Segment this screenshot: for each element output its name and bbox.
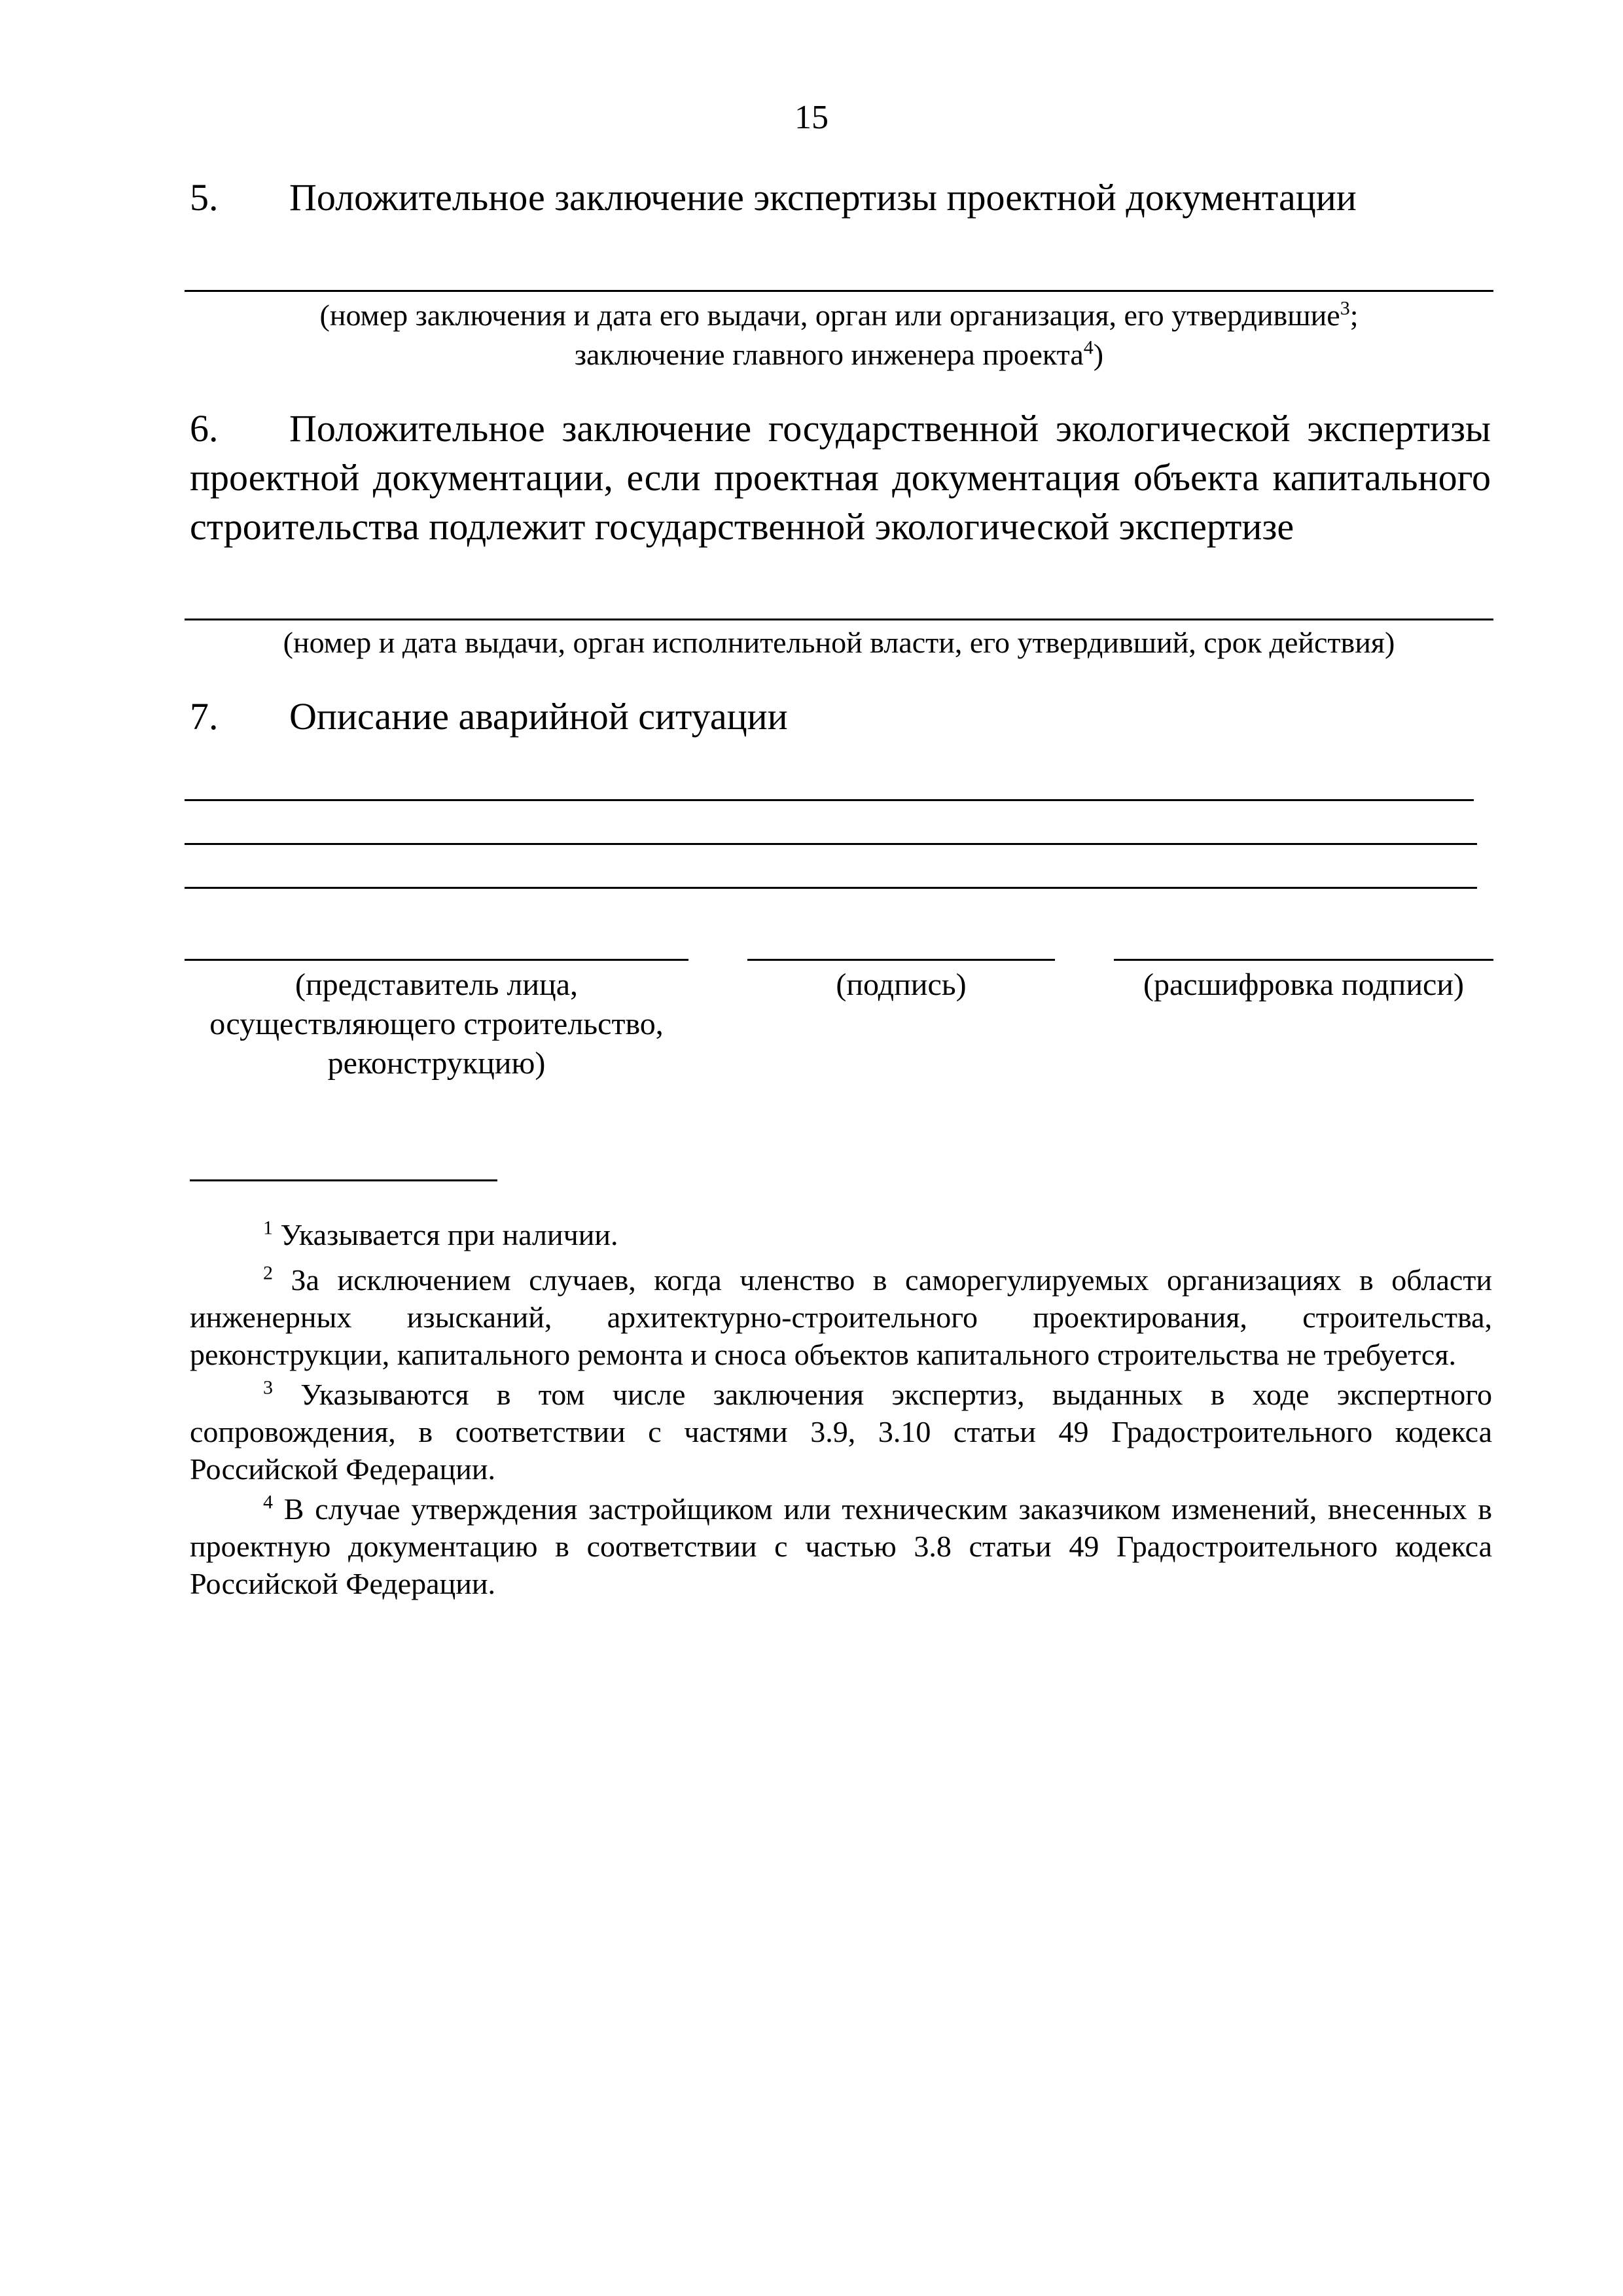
footnote-3-mark: 3: [263, 1376, 273, 1399]
signature-decoding-line: [1114, 959, 1493, 961]
section-6-title-line-1: 6. Положительное заключение государственной экологической экспертизы: [190, 404, 1491, 453]
section-6-title-rest: проектной документации, если проектная документация объекта капитального строительства подлежит государственной экологической экспертизе: [190, 456, 1491, 548]
footnote-ref-4: 4: [1083, 336, 1094, 359]
signature-line: [747, 959, 1055, 961]
footnote-2: $^2$ За исключением случаев, когда членство в саморегулируемых организациях в области инженерных изысканий, архитектурно-строительного проектирования, строительства, реконструкции, капитального ремонта и сноса объектов капитального строительства не требуется.: [190, 1262, 1492, 1371]
footnote-ref-3: 3: [1340, 297, 1350, 319]
footnote-4-mark: 4: [263, 1491, 273, 1513]
section-7-number: 7.: [190, 695, 219, 738]
section-5-caption: [185, 296, 1493, 374]
section-7-fill-line-2: [185, 843, 1477, 845]
section-5-number: 5.: [190, 176, 219, 219]
footnotes: [190, 1216, 1492, 1602]
representative-line: [185, 959, 688, 961]
section-6-caption: (номер и дата выдачи, орган исполнительной власти, его утвердивший, срок действия): [283, 626, 1395, 659]
page-number: 15: [794, 99, 829, 136]
signature-decoding-caption: (расшифровка подписи): [1143, 967, 1464, 1002]
section-5-caption-line-1: (номер заключения и дата его выдачи, орган или организация, его утвердившие$^3$;: [319, 297, 1359, 332]
section-5-fill-line: [185, 290, 1493, 292]
signature-caption: (подпись): [836, 967, 967, 1002]
section-7-title: Описание аварийной ситуации: [289, 695, 788, 738]
representative-caption: (представитель лица, осуществляющего строительство, реконструкцию): [209, 967, 664, 1081]
section-6-title: [190, 404, 1491, 551]
footnote-1: $^1$ Указывается при наличии.: [263, 1217, 618, 1251]
footnote-2-mark: 2: [263, 1262, 273, 1284]
section-6-number: 6.: [190, 407, 219, 450]
footnote-separator: [190, 1179, 497, 1181]
footnote-3: $^3$ Указываются в том числе заключения экспертиз, выданных в ходе экспертного сопровождения, в соответствии с частями 3.9, 3.10 статьи 49 Градостроительного кодекса Российской Федерации.: [190, 1376, 1493, 1486]
section-6-fill-line: [185, 619, 1493, 620]
footnote-4: $^4$ В случае утверждения застройщиком или техническим заказчиком изменений, внесенных в проектную документацию в соответствии с частью 3.8 статьи 49 Градостроительного кодекса Российской Федерации.: [190, 1491, 1492, 1600]
footnote-1-mark: 1: [263, 1217, 273, 1239]
section-7-fill-line-1: [185, 799, 1474, 801]
section-7-fill-line-3: [185, 887, 1477, 889]
section-5-title: Положительное заключение экспертизы проектной документации: [289, 176, 1357, 219]
section-5-caption-line-2: заключение главного инженера проекта$^4$): [574, 336, 1104, 371]
